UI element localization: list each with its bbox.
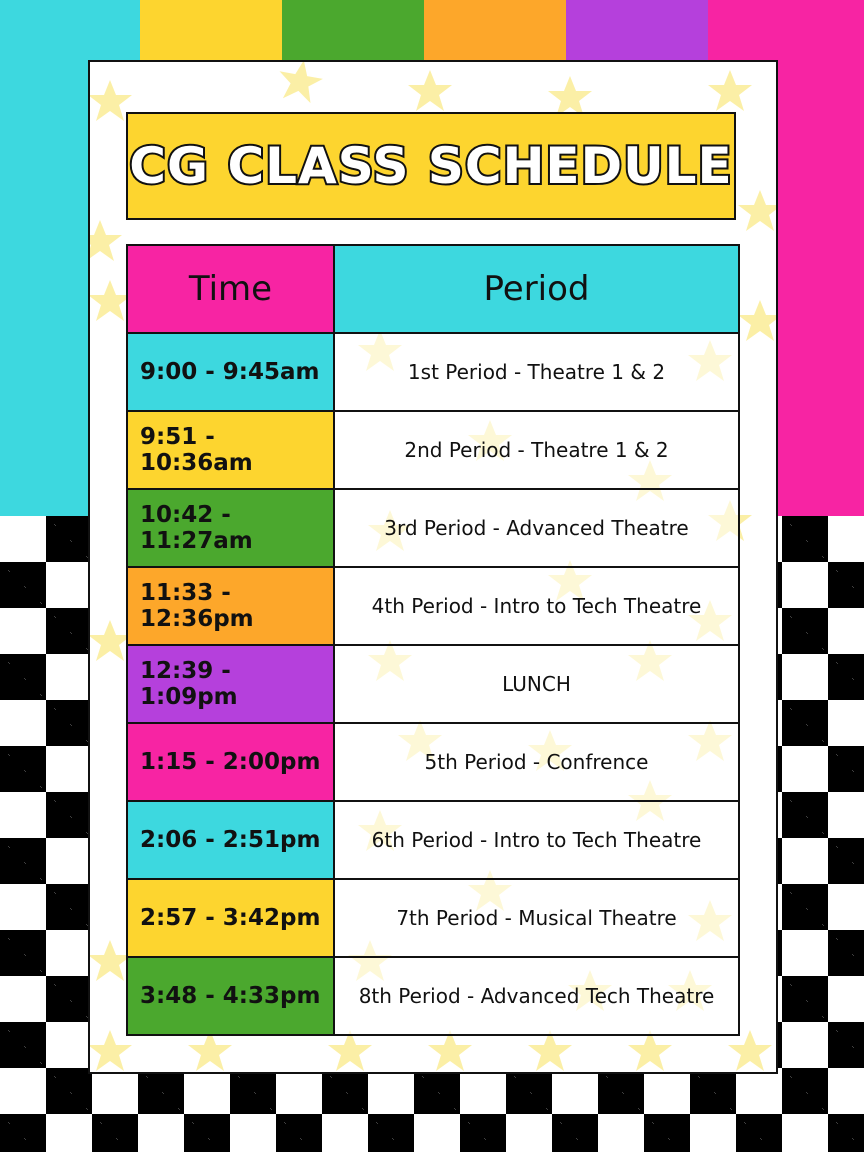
page-title: CG CLASS SCHEDULE: [129, 137, 733, 195]
time-cell: 2:57 - 3:42pm: [127, 879, 334, 957]
time-cell: 10:42 - 11:27am: [127, 489, 334, 567]
period-cell: 7th Period - Musical Theatre: [334, 879, 739, 957]
period-cell: 2nd Period - Theatre 1 & 2: [334, 411, 739, 489]
time-cell: 12:39 - 1:09pm: [127, 645, 334, 723]
time-cell: 1:15 - 2:00pm: [127, 723, 334, 801]
bg-block-yellow: [140, 0, 282, 60]
title-banner: [126, 112, 736, 220]
period-cell: 6th Period - Intro to Tech Theatre: [334, 801, 739, 879]
table-row: [127, 333, 739, 411]
period-cell: LUNCH: [334, 645, 739, 723]
time-cell: 11:33 - 12:36pm: [127, 567, 334, 645]
table-row: [127, 801, 739, 879]
time-cell: 9:51 - 10:36am: [127, 411, 334, 489]
table-row: [127, 489, 739, 567]
table-header-row: [127, 245, 739, 333]
column-header-time: Time: [127, 245, 334, 333]
table-row: [127, 645, 739, 723]
bg-block-orange: [424, 0, 566, 60]
table-row: [127, 567, 739, 645]
period-cell: 5th Period - Confrence: [334, 723, 739, 801]
schedule-table: [126, 244, 740, 1036]
table-row: [127, 723, 739, 801]
schedule-card: [88, 60, 778, 1074]
period-cell: 4th Period - Intro to Tech Theatre: [334, 567, 739, 645]
bg-block-purple: [566, 0, 708, 60]
table-row: [127, 957, 739, 1035]
table-row: [127, 411, 739, 489]
time-cell: 2:06 - 2:51pm: [127, 801, 334, 879]
bg-block-green: [282, 0, 424, 60]
table-row: [127, 879, 739, 957]
column-header-period: Period: [334, 245, 739, 333]
time-cell: 3:48 - 4:33pm: [127, 957, 334, 1035]
period-cell: 3rd Period - Advanced Theatre: [334, 489, 739, 567]
time-cell: 9:00 - 9:45am: [127, 333, 334, 411]
period-cell: 1st Period - Theatre 1 & 2: [334, 333, 739, 411]
period-cell: 8th Period - Advanced Tech Theatre: [334, 957, 739, 1035]
